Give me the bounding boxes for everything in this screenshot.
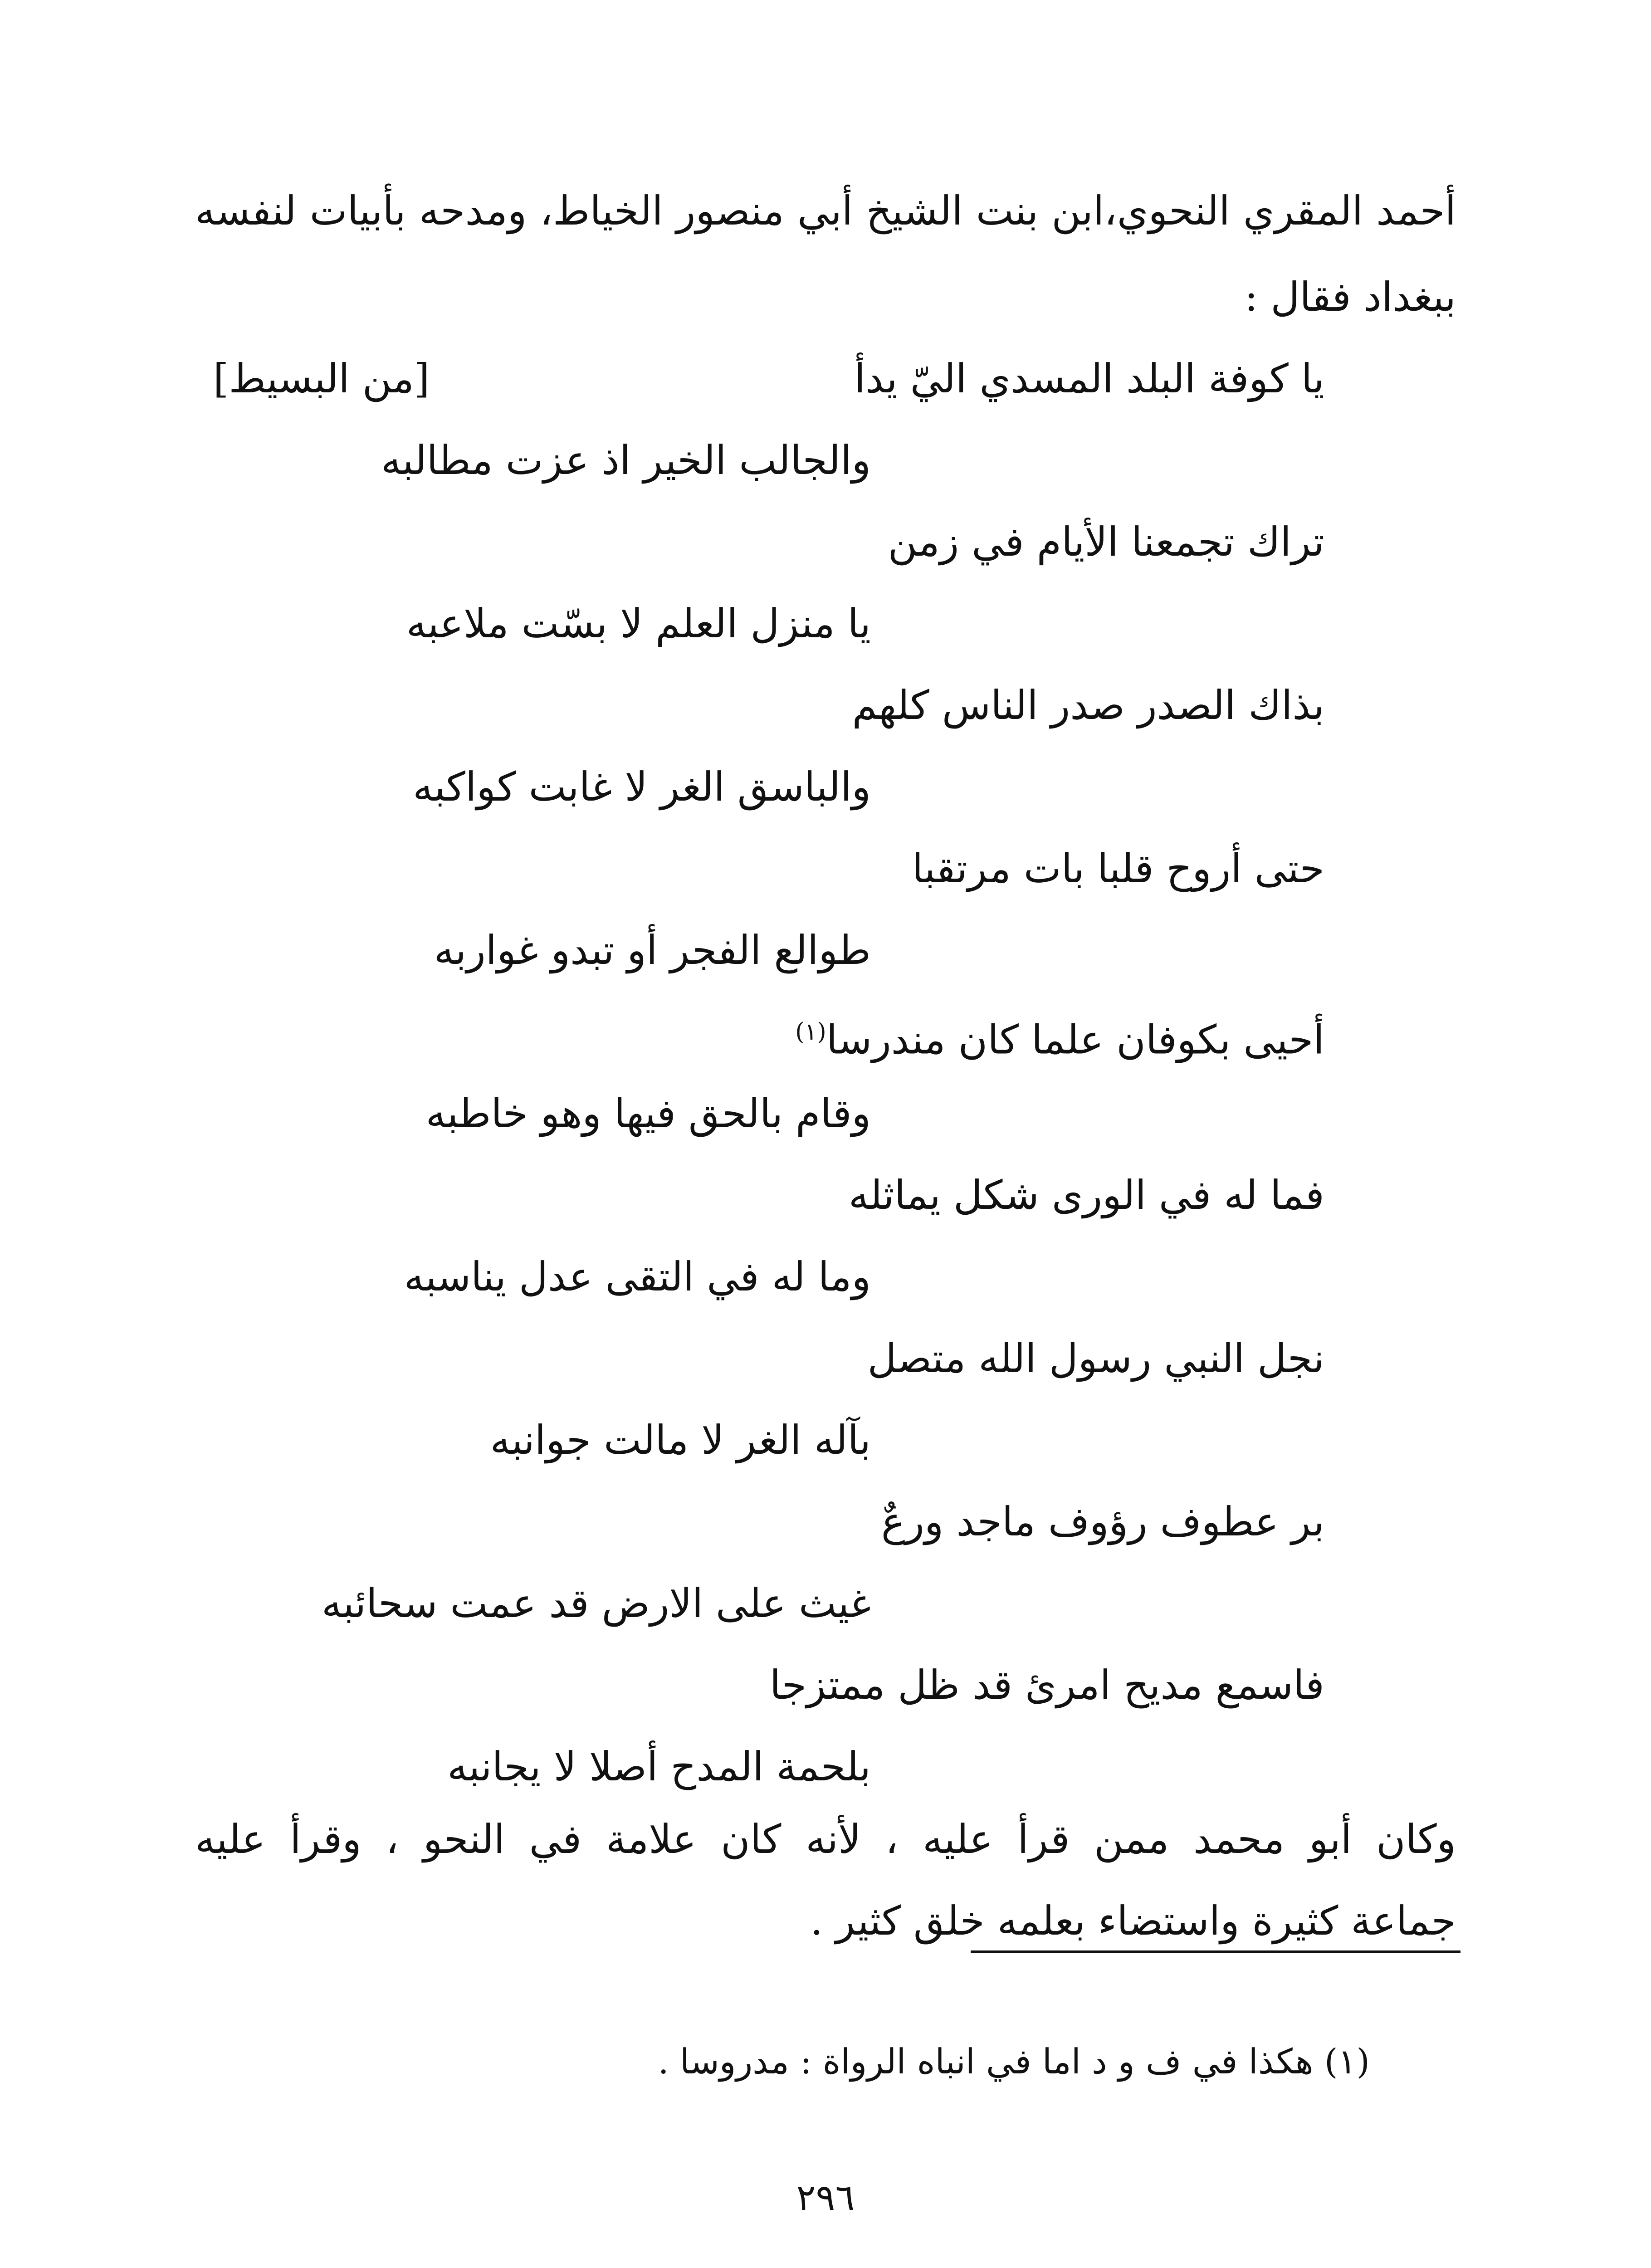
verse-9-second: بلحمة المدح أصلا لا يجانبه — [447, 1743, 871, 1790]
verse-6-first: فما له في الورى شكل يماثله — [848, 1172, 1324, 1218]
verse-5-first-text: أحيى بكوفان علما كان مندرسا — [826, 1016, 1324, 1063]
verse-9-first: فاسمع مديح امرئ قد ظل ممتزجا — [769, 1662, 1324, 1708]
footnote-ref: (١) — [795, 1018, 826, 1046]
verse-4-second: طوالع الفجر أو تبدو غواربه — [434, 927, 871, 973]
verse-1-first: يا كوفة البلد المسدي اليّ يدأ — [854, 355, 1324, 402]
verse-7-first: نجل النبي رسول الله متصل — [867, 1335, 1324, 1382]
intro-line-2: ببغداد فقال : — [1244, 274, 1456, 320]
verse-8-first: بر عطوف رؤوف ماجد ورعٌ — [881, 1498, 1324, 1545]
verse-3-first: بذاك الصدر صدر الناس كلهم — [852, 682, 1324, 728]
verse-5-second: وقام بالحق فيها وهو خاطبه — [425, 1090, 871, 1137]
footnote-rule — [971, 1950, 1460, 1953]
intro-line-1: أحمد المقري النحوي،ابن بنت الشيخ أبي منصور الخياط، ومدحه بأبيات لنفسه — [195, 187, 1456, 234]
closing-line-1: وكان أبو محمد ممن قرأ عليه ، لأنه كان علامة في النحو ، وقرأ عليه — [195, 1816, 1456, 1862]
footnote: (١) هكذا في ف و د اما في انباه الرواة : مدروسا . — [658, 2041, 1370, 2082]
verse-7-second: بآله الغر لا مالت جوانبه — [490, 1417, 871, 1463]
verse-5-first — [463, 1002, 1324, 1069]
verse-3-second: والباسق الغر لا غابت كواكبه — [413, 763, 871, 810]
verse-2-second: يا منزل العلم لا بسّت ملاعبه — [406, 600, 871, 647]
closing-line-2: جماعة كثيرة واستضاء بعلمه خلق كثير . — [810, 1897, 1456, 1944]
verse-8-second: غيث على الارض قد عمت سحائبه — [322, 1580, 871, 1627]
verse-1-second: والجالب الخير اذ عزت مطالبه — [381, 437, 871, 484]
verse-2-first: تراك تجمعنا الأيام في زمن — [888, 518, 1324, 565]
page-number: ٢٩٦ — [796, 2176, 855, 2219]
verse-6-second: وما له في التقى عدل يناسبه — [404, 1253, 871, 1300]
verse-4-first: حتى أروح قلبا بات مرتقبا — [912, 845, 1324, 892]
meter-label: [من البسيط] — [213, 355, 430, 402]
